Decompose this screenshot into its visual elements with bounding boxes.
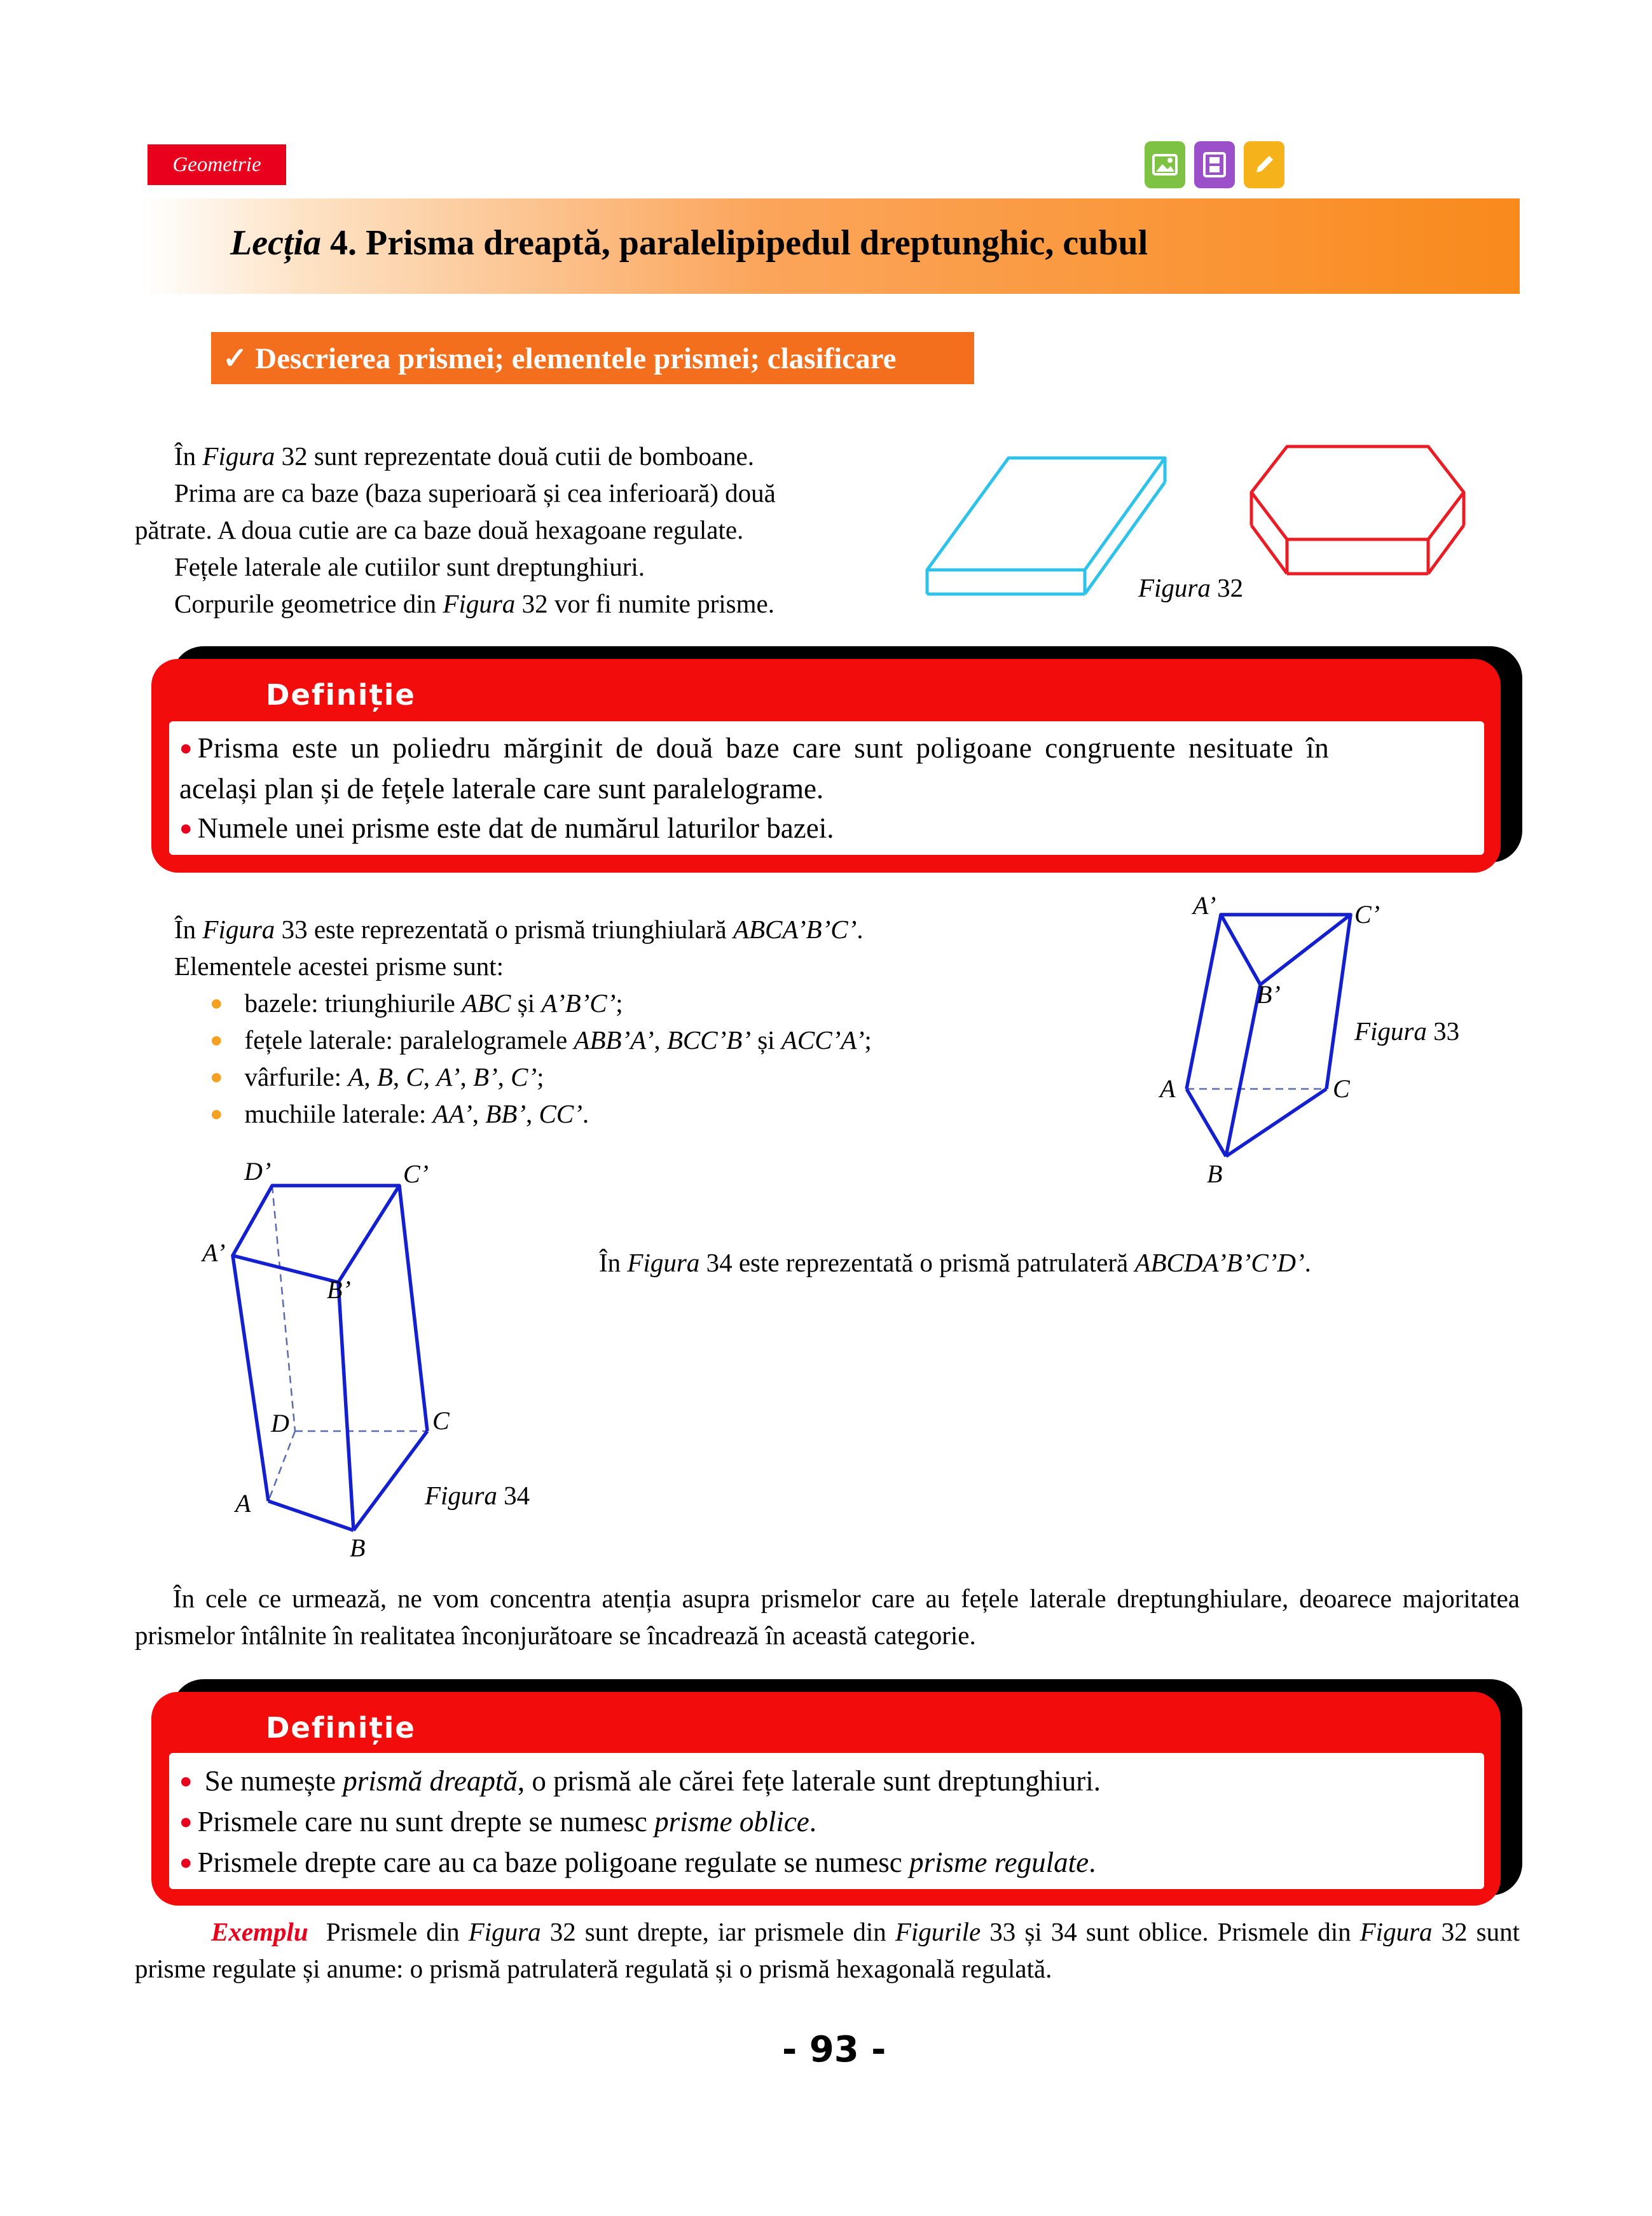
prism-focus-paragraph: În cele ce urmează, ne vom concentra atenția asupra prismelor care au fețele laterale dreptunghiulare, deoarece majoritatea prismelor întâlnite în realitatea înconjurătoare se încadrează în această categorie.	[135, 1584, 1520, 1650]
intro-line-5: Corpurile geometrice din Figura 32 vor fi numite prisme.	[174, 589, 774, 618]
fig34-label-B1: B’	[327, 1275, 351, 1304]
film-icon[interactable]	[1194, 141, 1235, 188]
fig33-label-B: B	[1207, 1160, 1223, 1188]
definition-1-title: Definiție	[266, 678, 416, 712]
definition-1-bullet-2: ● Numele unei prisme este dat de numărul laturilor bazei.	[179, 812, 834, 844]
lesson-title: Lecția 4. Prisma dreaptă, paralelipipedul dreptunghic, cubul	[230, 223, 1148, 263]
definition-1-bullet-1-cont: același plan și de fețele laterale care sunt paralelograme.	[179, 773, 824, 805]
definition-2-bullet-2: ● Prismele care nu sunt drepte se numesc prisme oblice.	[179, 1806, 817, 1838]
definition-2-bullet-3: ● Prismele drepte care au ca baze poligoane regulate se numesc prisme regulate.	[179, 1846, 1096, 1878]
fig34-label-D: D	[271, 1409, 289, 1437]
definition-2-bullet-1: ● Se numește prismă dreaptă, o prismă ale cărei fețe laterale sunt dreptunghiuri.	[179, 1765, 1101, 1797]
figure-33-caption: Figura 33	[1354, 1016, 1460, 1046]
figure-34-text: În Figura 34 este reprezentată o prismă patrulateră ABCDA’B’C’D’.	[599, 1248, 1311, 1277]
element-lateral-edges: ● muchiile laterale: AA’, BB’, CC’.	[210, 1099, 589, 1128]
intro-line-1: În Figura 32 sunt reprezentate două cutii de bomboane.	[174, 441, 754, 471]
fig34-label-A1: A’	[202, 1238, 226, 1267]
fig33-label-C: C	[1333, 1074, 1350, 1103]
figure-33-intro: În Figura 33 este reprezentată o prismă triunghiulară ABCA’B’C’.	[174, 915, 864, 944]
example-paragraph: Exemplu Prismele din Figura 32 sunt drepte, iar prismele din Figurile 33 și 34 sunt oblice. Prismele din Figura 32 sunt prisme regulate și anume: o prismă patrulateră regulată și o prismă hexagonală regulată.	[135, 1917, 1520, 1983]
intro-line-2: Prima are ca baze (baza superioară și cea inferioară) două	[174, 478, 776, 508]
intro-line-3: pătrate. A doua cutie are ca baze două hexagoane regulate.	[135, 515, 744, 544]
fig34-label-A: A	[235, 1489, 251, 1518]
definition-1-bullet-1: ● Prisma este un poliedru mărginit de două baze care sunt poligoane congruente nesituate în	[179, 732, 1330, 764]
fig34-label-D1: D’	[244, 1157, 272, 1186]
element-bases: ● bazele: triunghiurile ABC și A’B’C’;	[210, 988, 623, 1018]
intro-line-4: Fețele laterale ale cutiilor sunt dreptunghiuri.	[174, 552, 645, 581]
example-label: Exemplu	[211, 1917, 308, 1946]
section-title: ✓ Descrierea prismei; elementele prismei; clasificare	[211, 332, 974, 384]
pencil-icon[interactable]	[1244, 141, 1284, 188]
resource-icons	[1145, 141, 1284, 188]
subject-tag: Geometrie	[148, 144, 286, 185]
definition-2-title: Definiție	[266, 1711, 416, 1745]
figure-33-elements: Elementele acestei prisme sunt:	[174, 952, 504, 981]
fig34-label-C: C	[432, 1406, 450, 1435]
element-vertices: ● vârfurile: A, B, C, A’, B’, C’;	[210, 1062, 544, 1091]
page-number: - 93 -	[782, 2029, 886, 2070]
image-icon[interactable]	[1145, 141, 1185, 188]
fig34-label-C1: C’	[403, 1160, 429, 1188]
fig33-label-C1: C’	[1354, 900, 1380, 929]
fig33-label-B1: B’	[1256, 980, 1281, 1009]
fig33-label-A1: A’	[1193, 891, 1216, 920]
fig34-label-B: B	[350, 1534, 366, 1562]
fig33-label-A: A	[1160, 1074, 1176, 1103]
figure-32-caption: Figura 32	[1138, 573, 1244, 602]
element-lateral-faces: ● fețele laterale: paralelogramele ABB’A’, BCC’B’ și ACC’A’;	[210, 1025, 872, 1055]
figure-34-caption: Figura 34	[425, 1481, 530, 1510]
